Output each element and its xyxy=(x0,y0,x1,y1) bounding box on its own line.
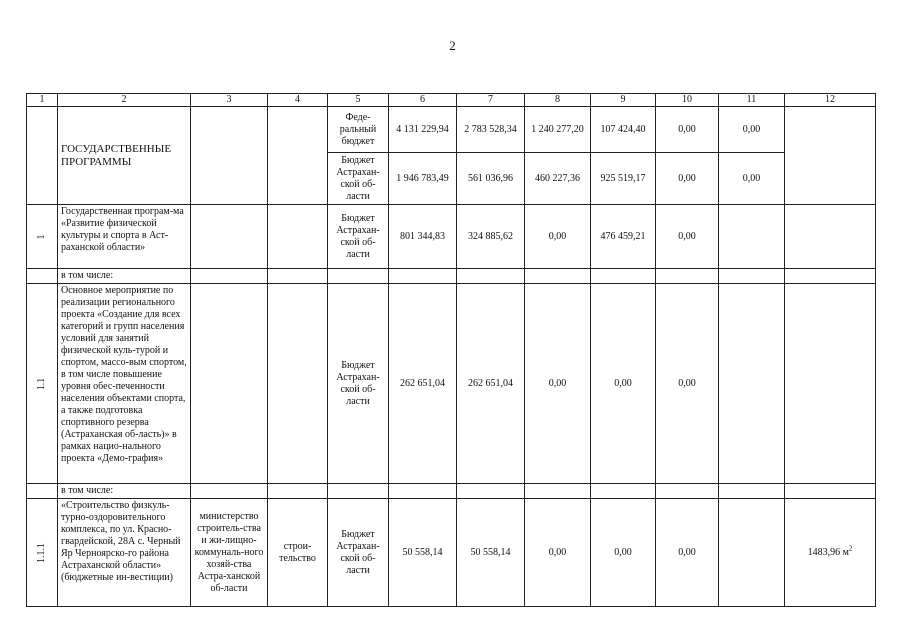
including-label: в том числе: xyxy=(58,269,191,284)
value-cell: 4 131 229,94 xyxy=(389,107,457,153)
including-label: в том числе: xyxy=(58,484,191,499)
row-number-cell: 1 xyxy=(27,205,58,269)
row-number-cell: 1.1 xyxy=(27,284,58,484)
col-header: 8 xyxy=(525,94,591,107)
col-header: 11 xyxy=(719,94,785,107)
col-header: 12 xyxy=(785,94,876,107)
empty-cell xyxy=(268,284,328,484)
value-cell: 0,00 xyxy=(719,153,785,205)
empty-cell xyxy=(785,205,876,269)
col-header: 4 xyxy=(268,94,328,107)
work-kind-cell: строи-тельство xyxy=(268,499,328,607)
table-row xyxy=(27,499,876,607)
value-cell: 0,00 xyxy=(525,205,591,269)
col-header: 5 xyxy=(328,94,389,107)
funding-source: Бюджет Астрахан-ской об-ласти xyxy=(328,153,389,205)
table-row xyxy=(27,284,876,484)
value-cell: 324 885,62 xyxy=(457,205,525,269)
value-cell: 262 651,04 xyxy=(457,284,525,484)
table-row xyxy=(27,205,876,269)
value-cell: 262 651,04 xyxy=(389,284,457,484)
col-header: 1 xyxy=(27,94,58,107)
capacity-cell: 1483,96 $м^2$ xyxy=(785,499,876,607)
value-cell: 801 344,83 xyxy=(389,205,457,269)
col-header: 2 xyxy=(58,94,191,107)
customer-cell: министерство строитель-ства и жи-лищно-коммуналь-ного хозяй-ства Астра-ханской об-ласти xyxy=(191,499,268,607)
empty-cell xyxy=(27,269,58,284)
value-cell: 0,00 xyxy=(591,284,656,484)
empty-cell xyxy=(785,107,876,205)
empty-cell xyxy=(785,284,876,484)
col-header: 9 xyxy=(591,94,656,107)
value-cell: 0,00 xyxy=(525,284,591,484)
row-number-cell: 1.1.1 xyxy=(27,499,58,607)
value-cell: 1 946 783,49 xyxy=(389,153,457,205)
table-row xyxy=(27,484,876,499)
value-cell: 50 558,14 xyxy=(389,499,457,607)
value-cell: 0,00 xyxy=(656,107,719,153)
program-name: Государственная програм-ма «Развитие физической культуры и спорта в Аст-раханской области» xyxy=(58,205,191,269)
value-cell: 460 227,36 xyxy=(525,153,591,205)
value-cell: 50 558,14 xyxy=(457,499,525,607)
funding-source: Бюджет Астрахан-ской об-ласти xyxy=(328,205,389,269)
col-header: 3 xyxy=(191,94,268,107)
table-row xyxy=(27,269,876,284)
column-number-row xyxy=(27,94,876,107)
empty-cell xyxy=(191,107,268,205)
value-cell: 0,00 xyxy=(656,284,719,484)
empty-cell xyxy=(719,205,785,269)
funding-source: Феде-ральный бюджет xyxy=(328,107,389,153)
funding-source: Бюджет Астрахан-ской об-ласти xyxy=(328,499,389,607)
value-cell: 0,00 xyxy=(719,107,785,153)
value-cell: 2 783 528,34 xyxy=(457,107,525,153)
value-cell: 107 424,40 xyxy=(591,107,656,153)
value-cell: 925 519,17 xyxy=(591,153,656,205)
value-cell: 1 240 277,20 xyxy=(525,107,591,153)
col-header: 10 xyxy=(656,94,719,107)
value-cell: 0,00 xyxy=(591,499,656,607)
value-cell: 561 036,96 xyxy=(457,153,525,205)
gov-programs-title: ГОСУДАРСТВЕННЫЕ ПРОГРАММЫ xyxy=(58,107,191,205)
empty-cell xyxy=(268,205,328,269)
value-cell: 0,00 xyxy=(656,499,719,607)
col-header: 6 xyxy=(389,94,457,107)
page-number: 2 xyxy=(449,38,456,53)
empty-cell xyxy=(719,499,785,607)
empty-cell xyxy=(719,284,785,484)
budget-table xyxy=(26,93,876,607)
value-cell: 0,00 xyxy=(525,499,591,607)
measure-name: Основное мероприятие по реализации регионального проекта «Создание для всех категорий и групп населения условий для занятий физической куль-турой и спортом, массо-вым спортом, в том числе повышение уровня обес-печенности населения объектами спорта, а также подготовка спортивного резерва (Астраханская об-ласть)» в рамках нацио-нального проекта «Демо-графия» xyxy=(58,284,191,484)
table-row xyxy=(27,107,876,153)
empty-cell xyxy=(191,284,268,484)
funding-source: Бюджет Астрахан-ской об-ласти xyxy=(328,284,389,484)
object-name: «Строительство физкуль-турно-оздоровительного комплекса, по ул. Красно-гвардейской, 28А с. Черный Яр Черноярско-го района Астраханской области» (бюджетные ин-вестиции) xyxy=(58,499,191,607)
empty-cell xyxy=(27,484,58,499)
empty-cell xyxy=(191,205,268,269)
col-header: 7 xyxy=(457,94,525,107)
value-cell: 476 459,21 xyxy=(591,205,656,269)
value-cell: 0,00 xyxy=(656,153,719,205)
empty-cell xyxy=(268,107,328,205)
row-number-cell xyxy=(27,107,58,205)
value-cell: 0,00 xyxy=(656,205,719,269)
